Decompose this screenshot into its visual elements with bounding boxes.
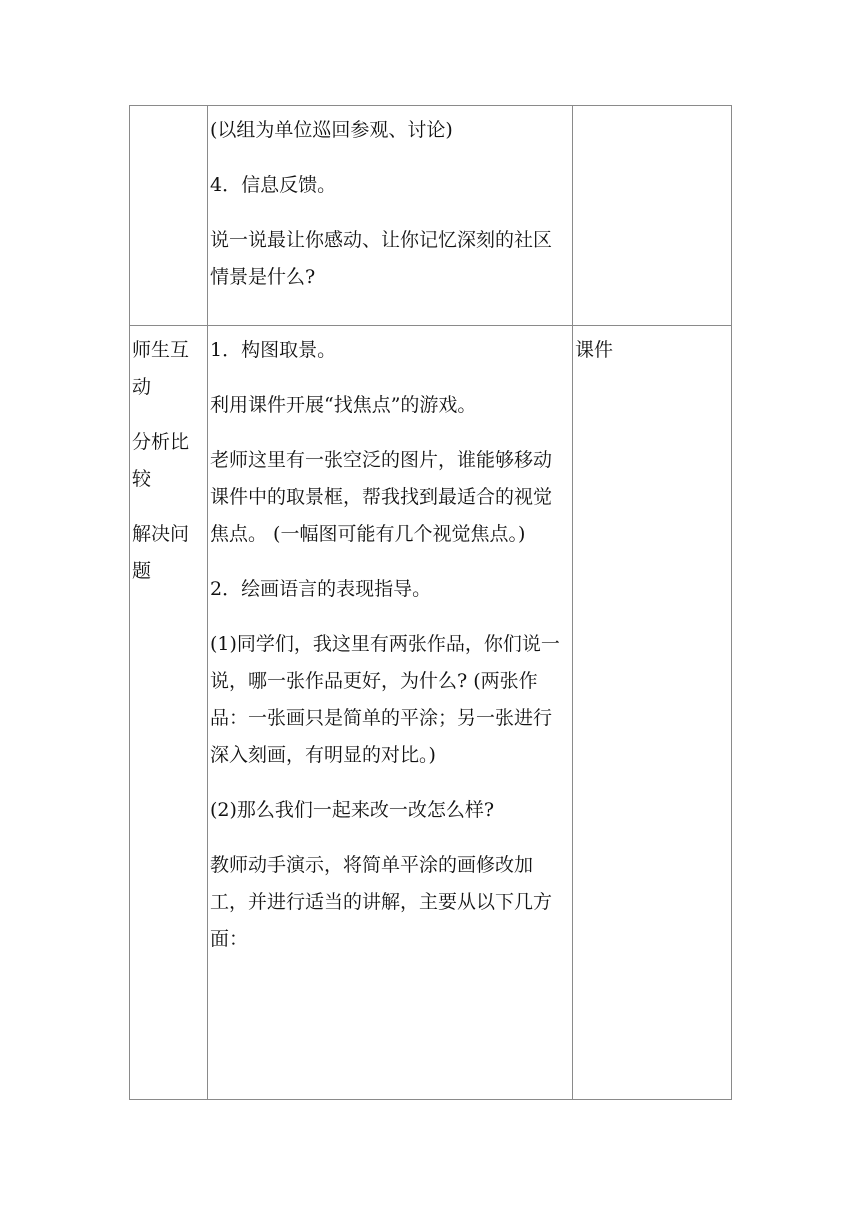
paragraph: 教师动手演示，将简单平涂的画修改加工，并进行适当的讲解，主要从以下几方面：	[210, 854, 553, 950]
stage-cell	[130, 326, 208, 1100]
stage-label: 分析比较	[132, 431, 190, 490]
lesson-plan-table	[129, 105, 732, 1100]
table-row	[130, 106, 732, 326]
paragraph: (以组为单位巡回参观、讨论)	[210, 119, 453, 141]
resource-cell	[573, 326, 732, 1100]
paragraph: 4．信息反馈。	[210, 174, 337, 196]
paragraph: (1)同学们，我这里有两张作品，你们说一说，哪一张作品更好，为什么? (两张作品：一张画只是简单的平涂；另一张进行深入刻画，有明显的对比。)	[210, 633, 560, 766]
paragraph: 2．绘画语言的表现指导。	[210, 578, 432, 600]
paragraph: 1．构图取景。	[210, 339, 337, 361]
paragraph: 利用课件开展“找焦点”的游戏。	[210, 394, 477, 416]
activity-cell	[208, 106, 573, 326]
paragraph: 老师这里有一张空泛的图片，谁能够移动课件中的取景框，帮我找到最适合的视觉焦点。 (一幅图可能有几个视觉焦点。)	[210, 449, 553, 545]
resource-label: 课件	[575, 339, 614, 361]
stage-label: 解决问题	[132, 523, 190, 582]
table-row	[130, 326, 732, 1100]
activity-cell	[208, 326, 573, 1100]
resource-cell	[573, 106, 732, 326]
stage-cell	[130, 106, 208, 326]
paragraph: (2)那么我们一起来改一改怎么样?	[210, 799, 495, 821]
paragraph: 说一说最让你感动、让你记忆深刻的社区情景是什么?	[210, 229, 553, 288]
stage-label: 师生互动	[132, 339, 190, 398]
